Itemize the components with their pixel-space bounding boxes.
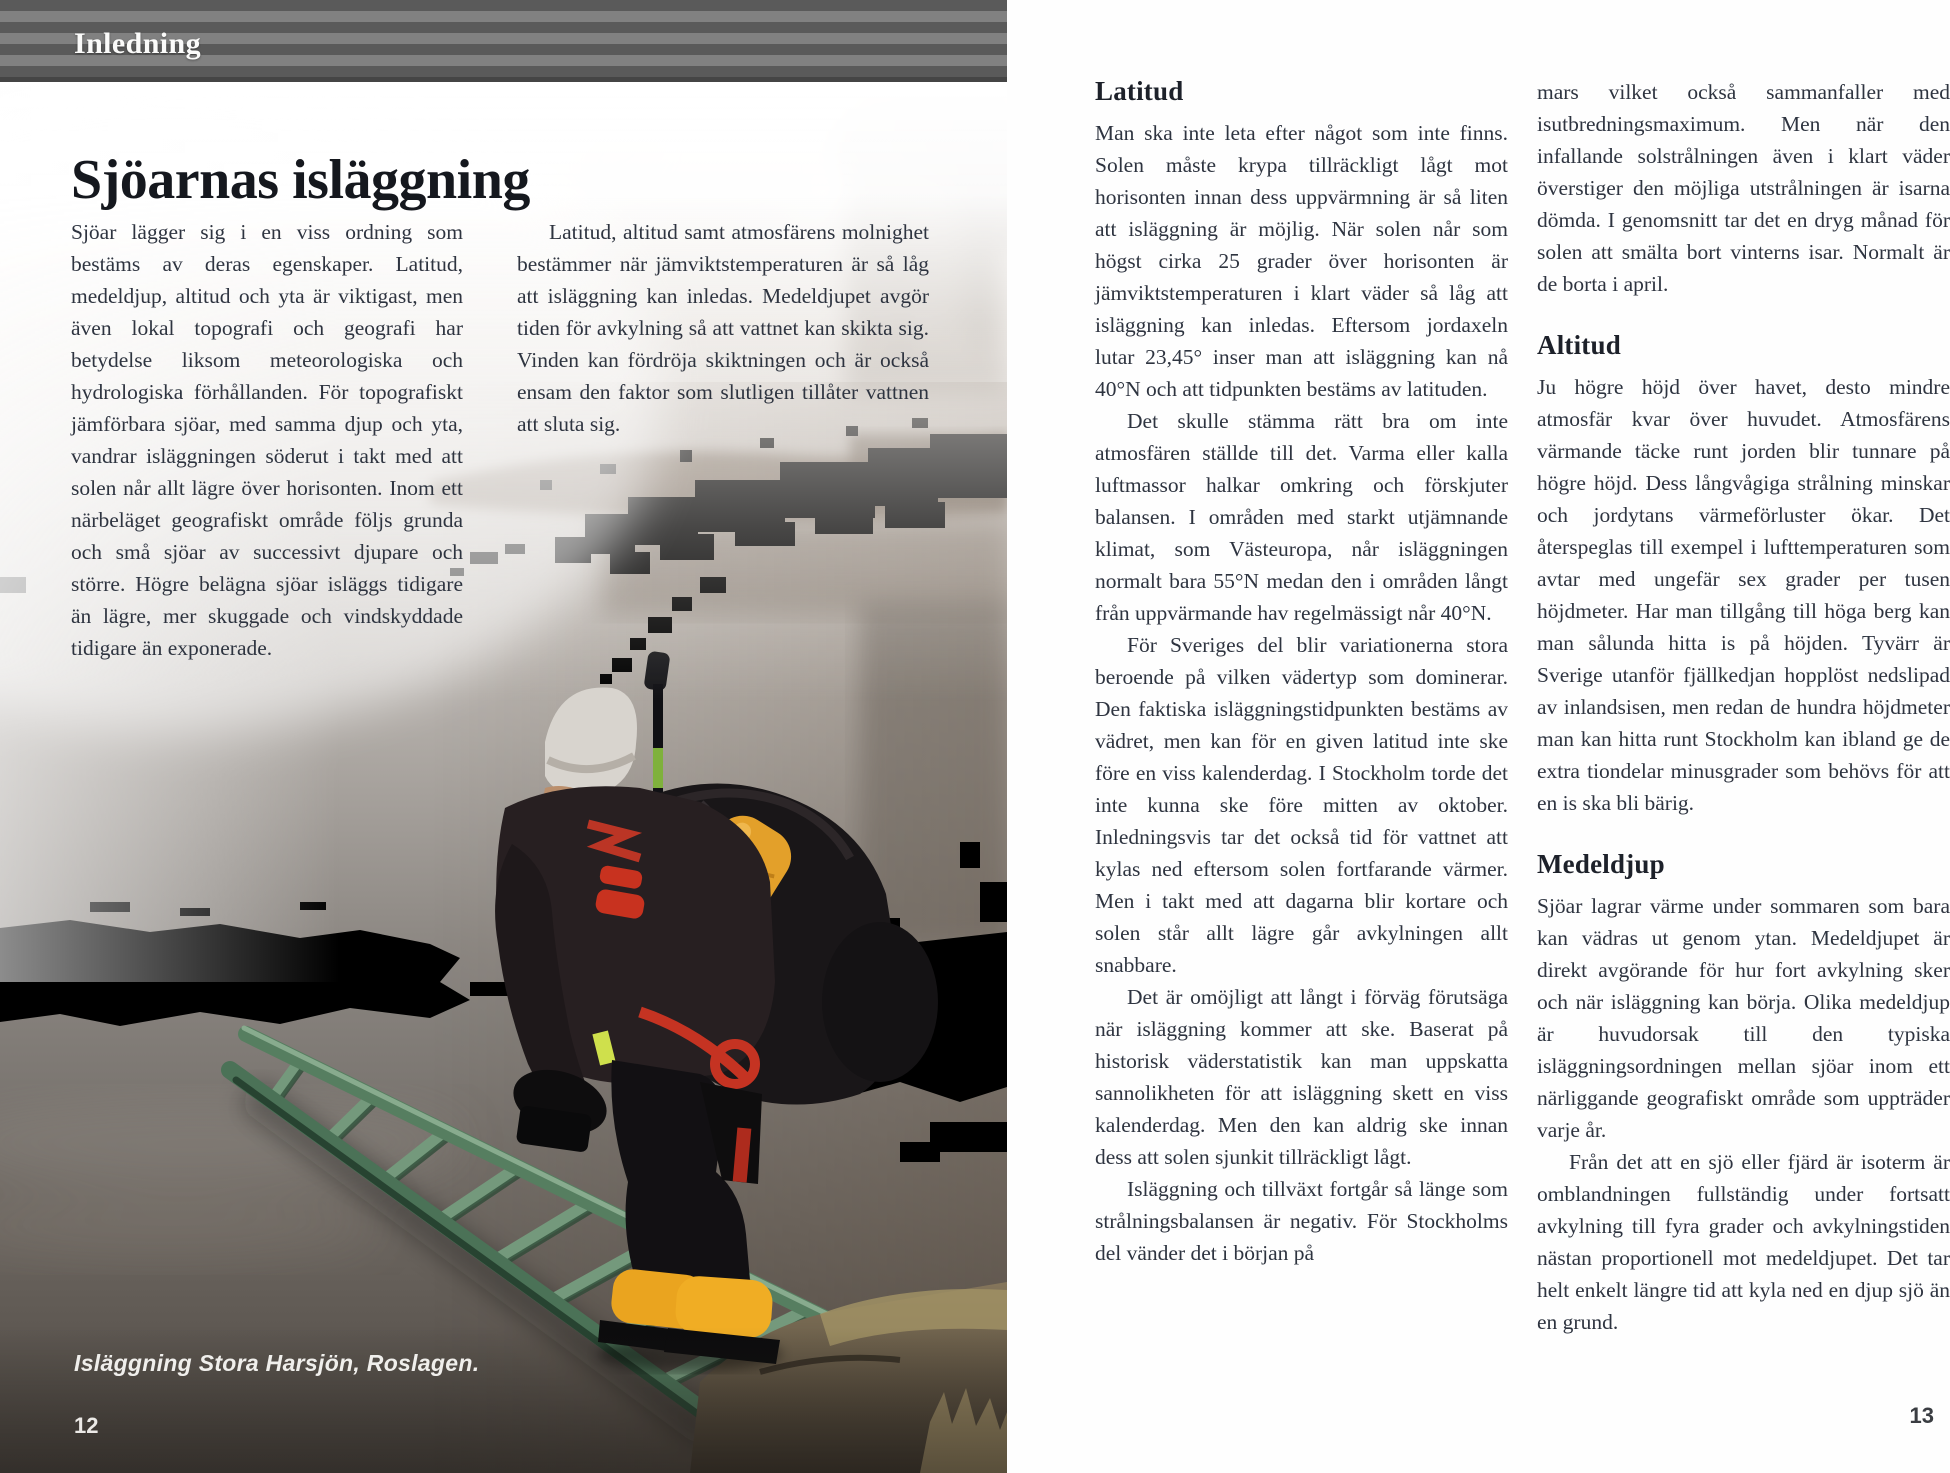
paragraph: Det skulle stämma rätt bra om inte atmosfären ställde till det. Varma eller kalla luftmassor halkar omkring och förskjuter balansen. I områden med starkt utjämnande klimat, som Västeuropa, når isläggningen normalt bara 55°N medan den i områden långt från uppvärmande hav regelmässigt når 40°N. [1095,409,1508,625]
paragraph: Sjöar lagrar värme under sommaren som bara kan vädras ut genom ytan. Medeldjupet är direkt avgörande för hur fort avkylning sker och när isläggning kan börja. Olika medeldjup är huvudorsak till den typiska isläggningsordningen mellan sjöar inom ett närliggande geografiskt område som uppträder varje år. [1537,894,1950,1142]
paragraph: Isläggning och tillväxt fortgår så länge som strålningsbalansen är negativ. För Stockholms del vänder det i början på [1095,1177,1508,1265]
photo-caption: Isläggning Stora Harsjön, Roslagen. [74,1350,480,1376]
page-number-left: 12 [74,1413,99,1438]
chapter-header-band [0,0,1007,82]
section-heading-medeldjup: Medeldjup [1537,849,1665,879]
section-heading-altitud: Altitud [1537,330,1621,360]
section-heading-latitud: Latitud [1095,76,1184,106]
left-column-1 [71,216,463,664]
right-column-2 [1537,76,1950,1338]
paragraph: Det är omöjligt att långt i förväg förutsäga när isläggning kommer att ske. Baserat på historisk väderstatistik kan man uppskatta sannolikheten för att isläggning skett en viss kalenderdag. Men den kan aldrig ske innan dess att solen sjunkit tillräckligt lågt. [1095,985,1508,1169]
paragraph: Ju högre höjd över havet, desto mindre atmosfär kvar över huvudet. Atmosfärens värmande täcke runt jorden blir tunnare på högre höjd. Dess långvågiga strålning minskar och jordytans värmeförluster ökar. Det återspeglas till exempel i lufttemperaturen som avtar med ungefär sex grader per tusen höjdmeter. Har man tillgång till höga berg kan man sålunda hitta is på höjden. Tyvärr är Sverige utanför fjällkedjan hopplöst nedslipad av inlandsisen, men redan de hundra höjdmeter man kan hitta runt Stockholm kan ibland ge de extra tiondelar minusgrader som behövs för att en is ska bli bärig. [1537,375,1950,815]
paragraph: Latitud, altitud samt atmosfärens molnighet bestämmer när jämviktstemperaturen är så låg att isläggning kan inledas. Medeldjupet avgör tiden för avkylning så att vattnet kan skikta sig. Vinden kan fördröja skiktningen och är också ensam den faktor som slutligen tillåter vattnen att sluta sig. [517,220,929,436]
page-title: Sjöarnas isläggning [71,148,530,211]
paragraph: Sjöar lägger sig i en viss ordning som bestäms av deras egenskaper. Latitud, medeldjup, altitud och yta är viktigast, men även lokal topografi och geografi har betydelse liksom meteorologiska och hydrologiska förhållanden. För topografiskt jämförbara sjöar, med samma djup och yta, vandrar isläggningen söderut i takt med att solen når allt lägre över horisonten. Inom ett närbeläget geografiskt område följs grunda och små sjöar av successivt djupare och större. Högre belägna sjöar isläggs tidigare än lägre, mer skuggade och vindskyddade tidigare än exponerade. [71,220,463,660]
bottom-vignette [0,1327,1007,1473]
person-legs [611,1060,762,1288]
left-column-2 [517,216,929,440]
paragraph: mars vilket också sammanfaller med isutbredningsmaximum. Men när den infallande solstrålningen även i klart väder överstiger den möjliga utstrålningen är isarna dömda. I genomsnitt tar det en dryg månad för solen att smälta bort vinterns isar. Normalt är de borta i april. [1537,80,1950,296]
page-number-right: 13 [1909,1403,1934,1428]
paragraph: För Sveriges del blir variationerna stora beroende på vilken vädertyp som dominerar. Den faktiska isläggningstidpunkten bestäms av vädret, men kan för en given latitud inte ske före en viss kalenderdag. I Stockholm torde det inte kunna ske före mitten av oktober. Inledningsvis tar det också tid för vattnet att kylas ned eftersom solen fortfarande värmer. Men i takt med att dagarna blir kortare och solen står allt lägre går avkylningen allt snabbare. [1095,633,1508,977]
section-label: Inledning [74,26,201,60]
paragraph: Från det att en sjö eller fjärd är isoterm är omblandningen fullständig under fortsatt avkylning till fyra grader och avkylningstiden nästan proportionell mot medeldjupet. Det tar helt enkelt längre tid att kyla ned en djup sjö än en grund. [1537,1150,1950,1334]
right-page [1007,0,1950,1473]
paragraph: Man ska inte leta efter något som inte finns. Solen måste krypa tillräckligt lågt mot horisonten innan dess uppvärmning är så liten att isläggning är möjlig. När solen når som högst cirka 25 grader över horisonten är jämviktstemperaturen i klart väder så låg att isläggning kan inledas. Eftersom jordaxeln lutar 23,45° inser man att isläggning kan nå 40°N och att tidpunkten bestäms av latituden. [1095,121,1508,401]
right-column-1 [1095,76,1508,1269]
